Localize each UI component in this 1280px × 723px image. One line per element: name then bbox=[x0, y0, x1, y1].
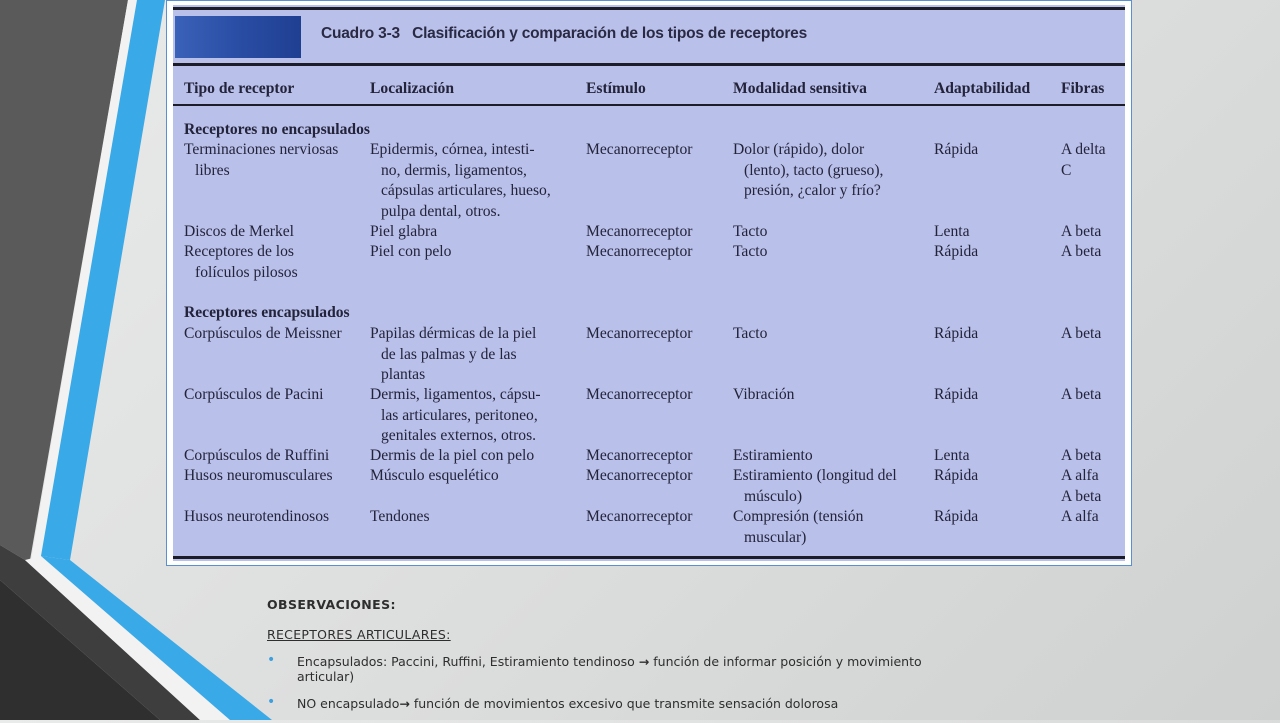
cell-fibras: A beta bbox=[1061, 223, 1102, 240]
cell-adaptabilidad: Rápida bbox=[934, 386, 979, 403]
group-encapsulados: Receptores encapsulados bbox=[184, 304, 350, 321]
header-estimulo: Estímulo bbox=[586, 80, 646, 97]
cell-fibras: A beta bbox=[1061, 243, 1102, 260]
header-adaptabilidad: Adaptabilidad bbox=[934, 80, 1031, 97]
table-body bbox=[173, 5, 1125, 561]
cell-adaptabilidad: Rápida bbox=[934, 325, 979, 342]
cell-modalidad: Estiramiento (longitud del músculo) bbox=[733, 467, 897, 505]
cell-tipo: Husos neuromusculares bbox=[184, 467, 333, 484]
group-no-encapsulados: Receptores no encapsulados bbox=[184, 121, 370, 138]
cell-localizacion: Dermis, ligamentos, cápsu- las articulares, peritoneo, genitales externos, otros. bbox=[370, 386, 541, 444]
observations-section bbox=[267, 597, 967, 723]
cell-estimulo: Mecanorreceptor bbox=[586, 141, 693, 158]
list-item: • Encapsulados: Paccini, Ruffini, Estiramiento tendinoso → función de informar posición y movimiento articular) bbox=[267, 652, 922, 684]
cell-modalidad: Tacto bbox=[733, 243, 768, 260]
cell-estimulo: Mecanorreceptor bbox=[586, 223, 693, 240]
header-fibras: Fibras bbox=[1061, 80, 1105, 97]
cell-adaptabilidad: Lenta bbox=[934, 223, 970, 240]
header-modalidad: Modalidad sensitiva bbox=[733, 80, 867, 97]
table-bottom-rule bbox=[173, 556, 1125, 559]
cell-localizacion: Piel con pelo bbox=[370, 243, 452, 260]
receptor-table-image bbox=[166, 0, 1132, 566]
cell-modalidad: Dolor (rápido), dolor (lento), tacto (grueso), presión, ¿calor y frío? bbox=[733, 141, 884, 199]
cell-modalidad: Estiramiento bbox=[733, 447, 813, 464]
cell-estimulo: Mecanorreceptor bbox=[586, 447, 693, 464]
table-top-rule bbox=[173, 7, 1125, 10]
cell-fibras: A delta C bbox=[1061, 141, 1106, 179]
cell-localizacion: Tendones bbox=[370, 508, 430, 525]
cell-adaptabilidad: Rápida bbox=[934, 467, 979, 484]
cell-adaptabilidad: Rápida bbox=[934, 243, 979, 260]
list-item: • NO encapsulado→ función de movimientos excesivo que transmite sensación dolorosa bbox=[267, 694, 839, 711]
cell-localizacion: Dermis de la piel con pelo bbox=[370, 447, 535, 464]
header-bottom-rule bbox=[173, 104, 1125, 106]
arrow-right-icon: → bbox=[399, 696, 410, 711]
cell-fibras: A alfa bbox=[1061, 508, 1099, 525]
cell-modalidad: Compresión (tensión muscular) bbox=[733, 508, 864, 546]
header-tipo: Tipo de receptor bbox=[184, 80, 295, 97]
cell-estimulo: Mecanorreceptor bbox=[586, 508, 693, 525]
arrow-right-icon: → bbox=[638, 654, 650, 669]
articular-receptors-subheading: RECEPTORES ARTICULARES: bbox=[267, 627, 451, 642]
cell-localizacion: Piel glabra bbox=[370, 223, 438, 240]
observations-list bbox=[267, 654, 967, 711]
header-localizacion: Localización bbox=[370, 80, 455, 97]
caption-title: Clasificación y comparación de los tipos de receptores bbox=[412, 25, 807, 42]
cell-tipo: Corpúsculos de Pacini bbox=[184, 386, 324, 403]
cell-adaptabilidad: Lenta bbox=[934, 447, 970, 464]
cell-tipo: Discos de Merkel bbox=[184, 223, 294, 240]
cell-estimulo: Mecanorreceptor bbox=[586, 386, 693, 403]
caption-color-swatch bbox=[175, 16, 301, 58]
cell-modalidad: Tacto bbox=[733, 223, 768, 240]
cell-tipo: Corpúsculos de Meissner bbox=[184, 325, 342, 342]
cell-tipo: Husos neurotendinosos bbox=[184, 508, 330, 525]
cell-localizacion: Epidermis, córnea, intesti- no, dermis, ligamentos, cápsulas articulares, hueso, pulpa dental, otros. bbox=[370, 141, 551, 220]
cell-estimulo: Mecanorreceptor bbox=[586, 325, 693, 342]
cell-fibras: A alfa A beta bbox=[1061, 467, 1102, 505]
caption-number: Cuadro 3-3 bbox=[321, 25, 400, 42]
cell-adaptabilidad: Rápida bbox=[934, 508, 979, 525]
observations-heading: OBSERVACIONES: bbox=[267, 597, 396, 612]
cell-adaptabilidad: Rápida bbox=[934, 141, 979, 158]
cell-localizacion: Papilas dérmicas de la piel de las palmas y de las plantas bbox=[370, 325, 537, 383]
cell-estimulo: Mecanorreceptor bbox=[586, 243, 693, 260]
cell-estimulo: Mecanorreceptor bbox=[586, 467, 693, 484]
cell-tipo: Corpúsculos de Ruffini bbox=[184, 447, 330, 464]
cell-localizacion: Músculo esquelético bbox=[370, 467, 499, 484]
table-caption bbox=[321, 25, 807, 43]
cell-modalidad: Tacto bbox=[733, 325, 768, 342]
cell-fibras: A beta bbox=[1061, 325, 1102, 342]
cell-fibras: A beta bbox=[1061, 447, 1102, 464]
header-top-rule bbox=[173, 63, 1125, 66]
cell-fibras: A beta bbox=[1061, 386, 1102, 403]
bullet-icon: • bbox=[267, 652, 276, 668]
cell-tipo: Terminaciones nerviosas libres bbox=[184, 141, 339, 179]
cell-tipo: Receptores de los folículos pilosos bbox=[184, 243, 298, 281]
cell-modalidad: Vibración bbox=[733, 386, 795, 403]
bullet-icon: • bbox=[267, 694, 276, 710]
